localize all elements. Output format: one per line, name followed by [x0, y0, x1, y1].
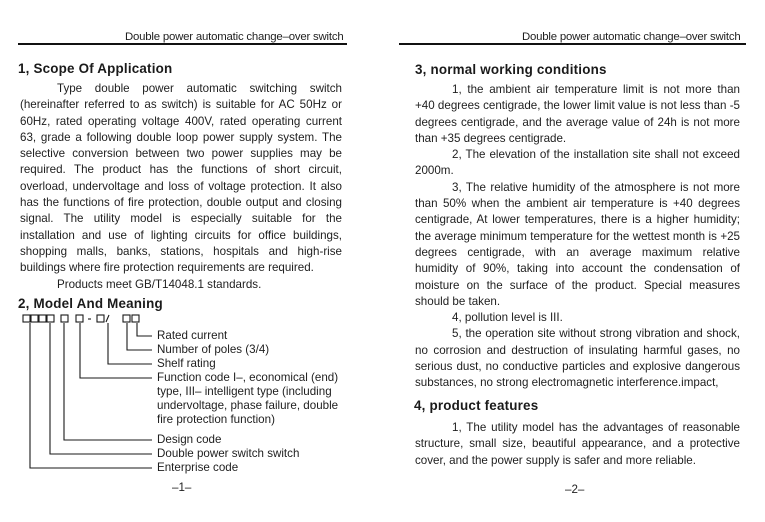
code-box — [97, 315, 104, 322]
section-title-working-conditions: 3, normal working conditions — [415, 62, 607, 77]
paragraph: 4, pollution level is III. — [452, 311, 563, 325]
paragraph: 2, The elevation of the installation site shall not exceed 2000m. — [415, 148, 740, 178]
page-number: –1– — [172, 481, 192, 494]
label-design-code: Design code — [157, 433, 222, 446]
code-box — [23, 315, 30, 322]
label-number-of-poles: Number of poles (3/4) — [157, 343, 270, 356]
product-features-body — [415, 420, 740, 469]
code-box — [47, 315, 54, 322]
model-code-diagram — [0, 312, 382, 480]
page-left — [0, 0, 382, 522]
code-box — [39, 315, 46, 322]
label-rated-current: Rated current — [157, 329, 228, 342]
paragraph: 3, The relative humidity of the atmosphere is not more than 50% when the ambient air temperature is +40 degrees centigrade, At lower temperatures, there is a higher humidity; the average minimum temperature for the wettest month is +25 degrees centigrade, with an average maximum relative humidity of 90%, taking into account the condensation of moisture on the surface of the product. Special measures should be taken. — [415, 180, 740, 308]
label-function-code: Function code I–, economical (end) — [157, 371, 339, 384]
paragraph: Products meet GB/T14048.1 standards. — [57, 277, 262, 291]
section-title-product-features: 4, product features — [414, 398, 539, 413]
label-enterprise-code: Enterprise code — [157, 461, 239, 474]
header-rule — [18, 43, 347, 45]
running-header: Double power automatic change–over switch — [125, 31, 344, 43]
working-conditions-body — [415, 82, 740, 392]
paragraph: 5, the operation site without strong vibration and shock, no corrosion and destruction of insulating harmful gases, no serious dust, no conductive particles and explosive dangerous substances, no strong electromagnetic interference.impact, — [415, 327, 740, 390]
scope-body — [20, 81, 342, 293]
code-box — [76, 315, 83, 322]
section-title-scope: 1, Scope Of Application — [18, 61, 173, 76]
label-shelf-rating: Shelf rating — [157, 357, 216, 370]
code-box — [132, 315, 139, 322]
label-double-power-switch: Double power switch switch — [157, 447, 300, 460]
paragraph: Type double power automatic switching switch (hereinafter referred to as switch) is suitable for AC 50Hz or 60Hz, rated operating voltage 400V, rated operating current 63, grade a following double loop power supply system. The selective conversion between two power supplies may be required. The product has the functions of short circuit, overload, undervoltage and loss of voltage protection. It also has the functions of fire protection, double output and closing signal. The utility model is especially suitable for the installation and use of lighting circuits for office buildings, shopping malls, banks, stations, hospitals and high-rise buildings where fire protection requirements are required. — [20, 82, 342, 275]
paragraph: 1, the ambient air temperature limit is not more than +40 degrees centigrade, the lower limit value is not less than -5 degrees centigrade, and the average value of 24h is not more than +35 degrees centigrade. — [415, 83, 740, 145]
code-box — [123, 315, 130, 322]
paragraph: 1, The utility model has the advantages of reasonable structure, small size, beautiful appearance, and a protective cover, and the power supply is safer and more reliable. — [415, 421, 740, 467]
label-function-code-line4: fire protection function) — [157, 413, 275, 426]
section-title-model: 2, Model And Meaning — [18, 296, 163, 311]
code-box — [61, 315, 68, 322]
running-header: Double power automatic change–over switch — [522, 31, 741, 43]
label-function-code-line3: undervoltage, phase failure, double — [157, 399, 339, 412]
header-rule — [399, 43, 746, 45]
page-number: –2– — [565, 483, 585, 496]
code-box — [31, 315, 38, 322]
page-right — [382, 0, 765, 522]
label-function-code-line2: type, III– intelligent type (including — [157, 385, 332, 398]
